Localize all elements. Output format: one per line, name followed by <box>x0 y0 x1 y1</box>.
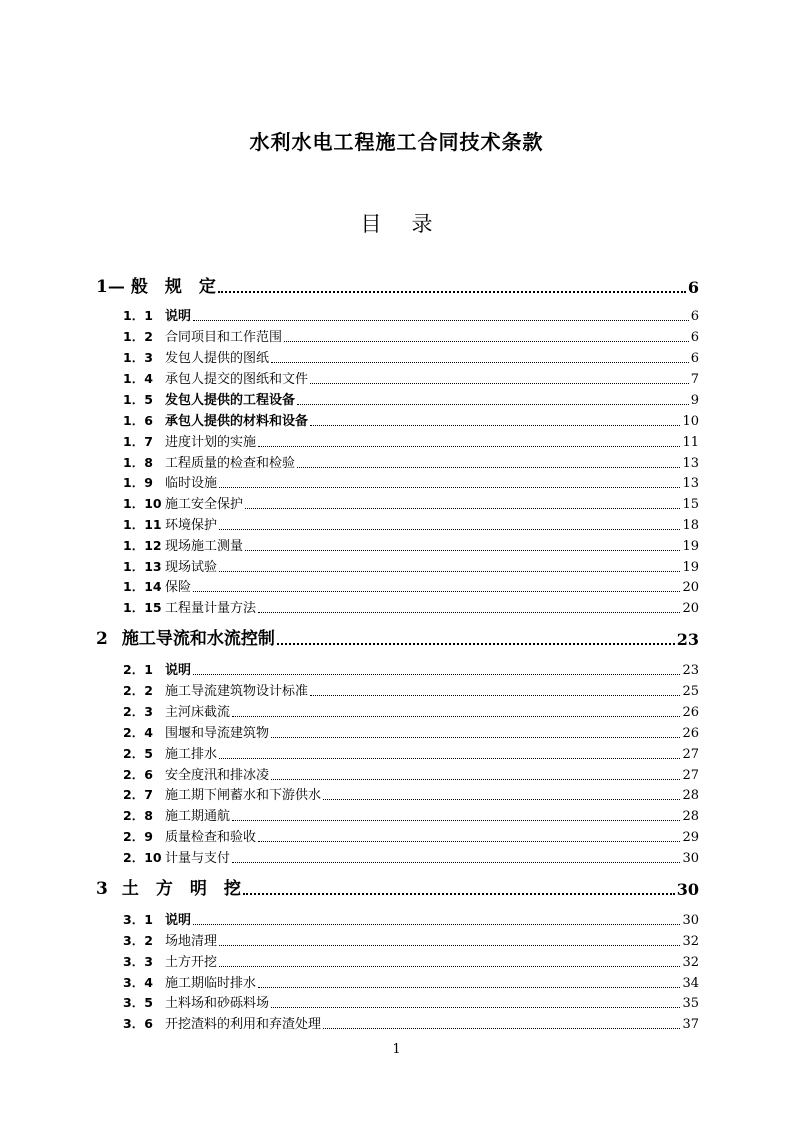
toc-entry[interactable] <box>96 847 699 866</box>
toc-page-number: 34 <box>682 976 699 991</box>
toc-page-number: 30 <box>682 851 699 866</box>
toc-entry-number: 1．13 <box>123 559 162 574</box>
toc-entry[interactable] <box>96 764 699 783</box>
toc-entry[interactable] <box>96 410 699 429</box>
toc-page-number: 28 <box>682 788 699 803</box>
toc-entry-number: 2．2 <box>123 683 153 698</box>
toc-page-number: 6 <box>690 330 699 345</box>
toc-entry-label: 质量检查和验收 <box>165 830 257 845</box>
toc-leader-dots <box>245 549 680 551</box>
toc-entry-number: 1．6 <box>123 413 153 428</box>
toc-entry[interactable] <box>96 992 699 1011</box>
toc-entry[interactable] <box>96 326 699 345</box>
toc-entry-number: 2．3 <box>123 704 153 719</box>
toc-entry[interactable] <box>96 680 699 699</box>
toc-entry[interactable] <box>96 535 699 554</box>
toc-entry[interactable] <box>96 1013 699 1032</box>
toc-entry-label: 说明 <box>165 913 192 928</box>
toc-entry-number: 3．4 <box>123 975 153 990</box>
toc-page-number: 26 <box>682 726 699 741</box>
toc-page-number: 23 <box>682 663 699 678</box>
toc-leader-dots <box>219 570 680 572</box>
toc-entry-number: 1．15 <box>123 600 162 615</box>
toc-page-number: 23 <box>676 630 699 649</box>
toc-page-number: 13 <box>682 456 699 471</box>
toc-entry-number: 1．11 <box>123 517 162 532</box>
toc-entry[interactable] <box>96 389 699 408</box>
toc-page-number: 29 <box>682 830 699 845</box>
toc-page-number: 13 <box>682 476 699 491</box>
toc-entry-label: 现场施工测量 <box>165 539 244 554</box>
toc-page-number: 27 <box>682 747 699 762</box>
toc-entry-number: 1．1 <box>123 308 153 323</box>
toc-entry-label: 工程量计量方法 <box>165 601 257 616</box>
toc-entry-label: 开挖渣料的利用和弃渣处理 <box>165 1017 322 1032</box>
toc-entry-number: 1．8 <box>123 455 153 470</box>
toc-leader-dots <box>323 1027 680 1029</box>
toc-entry-number: 3．6 <box>123 1016 153 1031</box>
toc-entry[interactable] <box>96 909 699 928</box>
toc-entry-label: 安全度汛和排冰凌 <box>165 768 270 783</box>
toc-entry-number: 2．7 <box>123 787 153 802</box>
toc-entry[interactable] <box>96 597 699 616</box>
toc-leader-dots <box>245 507 680 509</box>
toc-heading <box>0 208 793 238</box>
toc-entry-number: 1．3 <box>123 350 153 365</box>
toc-entry-label: 施工导流建筑物设计标准 <box>165 684 309 699</box>
toc-leader-dots <box>271 361 689 363</box>
toc-entry-label: 施工期通航 <box>165 809 231 824</box>
toc-leader-dots <box>271 736 680 738</box>
toc-page-number: 27 <box>682 768 699 783</box>
toc-leader-dots <box>243 892 675 895</box>
toc-entry-label: 合同项目和工作范围 <box>165 330 283 345</box>
toc-entry[interactable] <box>96 930 699 949</box>
toc-chapter[interactable] <box>96 272 699 297</box>
toc-entry-number: 2．6 <box>123 767 153 782</box>
toc-page-number: 11 <box>682 435 699 450</box>
toc-leader-dots <box>219 757 680 759</box>
toc-page-number: 19 <box>682 560 699 575</box>
toc-entry-number: 3 <box>96 879 108 899</box>
toc-entry-number: 3．2 <box>123 933 153 948</box>
toc-page-number: 7 <box>690 372 699 387</box>
toc-entry-label: 般 规 定 <box>130 277 216 297</box>
toc-heading-char-2: 录 <box>411 212 433 236</box>
toc-leader-dots <box>271 778 680 780</box>
toc-entry-label: 施工排水 <box>165 747 218 762</box>
toc-entry-number: 2．1 <box>123 662 153 677</box>
toc-entry-number: 1— <box>96 277 125 297</box>
toc-entry-number: 1．4 <box>123 371 153 386</box>
toc-entry[interactable] <box>96 659 699 678</box>
toc-entry-label: 施工期临时排水 <box>165 976 257 991</box>
toc-entry-label: 施工导流和水流控制 <box>121 629 275 649</box>
toc-page-number: 28 <box>682 809 699 824</box>
toc-entry-number: 3．1 <box>123 912 153 927</box>
toc-page-number: 19 <box>682 539 699 554</box>
toc-entry-number: 1．5 <box>123 392 153 407</box>
toc-entry-label: 施工安全保护 <box>165 497 244 512</box>
toc-leader-dots <box>193 673 680 675</box>
toc-entry-label: 土 方 明 挖 <box>121 879 241 899</box>
toc-leader-dots <box>310 694 680 696</box>
toc-leader-dots <box>271 1006 680 1008</box>
toc-entry[interactable] <box>96 972 699 991</box>
toc-entry[interactable] <box>96 556 699 575</box>
toc-entry[interactable] <box>96 722 699 741</box>
toc-leader-dots <box>284 340 689 342</box>
toc-entry-label: 计量与支付 <box>165 851 231 866</box>
toc-entry[interactable] <box>96 951 699 970</box>
toc-entry-number: 1．12 <box>123 538 162 553</box>
toc-page-number: 26 <box>682 705 699 720</box>
toc-leader-dots <box>219 486 680 488</box>
toc-entry-label: 承包人提供的材料和设备 <box>165 414 309 429</box>
toc-leader-dots <box>193 590 680 592</box>
toc-page-number: 25 <box>682 684 699 699</box>
toc-leader-dots <box>310 382 689 384</box>
toc-entry[interactable] <box>96 743 699 762</box>
toc-entry[interactable] <box>96 431 699 450</box>
toc-leader-dots <box>232 819 680 821</box>
toc-leader-dots <box>219 944 680 946</box>
toc-entry-number: 1．7 <box>123 434 153 449</box>
toc-page-number: 6 <box>687 278 699 297</box>
toc-entry-label: 工程质量的检查和检验 <box>165 456 296 471</box>
toc-page-number: 6 <box>690 309 699 324</box>
toc-entry-number: 1．9 <box>123 475 153 490</box>
toc-leader-dots <box>219 965 680 967</box>
toc-leader-dots <box>193 319 689 321</box>
toc-entry-label: 发包人提供的工程设备 <box>165 393 296 408</box>
toc-page-number: 32 <box>682 955 699 970</box>
toc-entry[interactable] <box>96 576 699 595</box>
toc-entry-label: 临时设施 <box>165 476 218 491</box>
toc-entry-label: 施工期下闸蓄水和下游供水 <box>165 788 322 803</box>
toc-entry-number: 3．5 <box>123 995 153 1010</box>
toc-leader-dots <box>277 642 675 645</box>
toc-page-number: 15 <box>682 497 699 512</box>
toc-leader-dots <box>258 840 680 842</box>
toc-page-number: 18 <box>682 518 699 533</box>
toc-entry-label: 现场试验 <box>165 560 218 575</box>
toc-entry-label: 主河床截流 <box>165 705 231 720</box>
toc-entry-number: 2．5 <box>123 746 153 761</box>
toc-entry[interactable] <box>96 805 699 824</box>
toc-entry-label: 说明 <box>165 309 192 324</box>
toc-page-number: 9 <box>690 393 699 408</box>
toc-page-number: 30 <box>676 880 699 899</box>
toc-entry[interactable] <box>96 472 699 491</box>
toc-entry-label: 场地清理 <box>165 934 218 949</box>
toc-entry-number: 2．10 <box>123 850 162 865</box>
toc-entry-label: 土料场和砂砾料场 <box>165 996 270 1011</box>
toc-heading-char-1: 目 <box>360 212 382 236</box>
toc-leader-dots <box>310 424 680 426</box>
toc-entry-label: 土方开挖 <box>165 955 218 970</box>
toc-page-number: 6 <box>690 351 699 366</box>
toc-leader-dots <box>218 290 686 293</box>
toc-page-number: 35 <box>682 996 699 1011</box>
toc-entry-label: 保险 <box>165 580 192 595</box>
toc-leader-dots <box>297 403 689 405</box>
toc-entry-number: 2．8 <box>123 808 153 823</box>
toc-entry[interactable] <box>96 826 699 845</box>
toc-leader-dots <box>258 445 680 447</box>
toc-page-number: 37 <box>682 1017 699 1032</box>
toc-leader-dots <box>232 861 680 863</box>
toc-entry[interactable] <box>96 493 699 512</box>
toc-entry-label: 发包人提供的图纸 <box>165 351 270 366</box>
toc-leader-dots <box>232 715 680 717</box>
toc-chapter[interactable] <box>96 874 699 899</box>
toc-entry-label: 说明 <box>165 663 192 678</box>
document-title: 水利水电工程施工合同技术条款 <box>249 130 544 154</box>
toc-leader-dots <box>258 611 680 613</box>
toc-entry-number: 2．4 <box>123 725 153 740</box>
toc-entry[interactable] <box>96 368 699 387</box>
page-number: 1 <box>392 1042 401 1057</box>
toc-leader-dots <box>323 798 680 800</box>
toc-page-number: 20 <box>682 601 699 616</box>
toc-entry-number: 1．2 <box>123 329 153 344</box>
toc-entry[interactable] <box>96 784 699 803</box>
toc-page-number: 30 <box>682 913 699 928</box>
toc-page-number: 20 <box>682 580 699 595</box>
toc-entry-number: 1．10 <box>123 496 162 511</box>
toc-entry-number: 1．14 <box>123 579 162 594</box>
toc-entry-label: 承包人提交的图纸和文件 <box>165 372 309 387</box>
toc-entry-number: 2．9 <box>123 829 153 844</box>
toc-leader-dots <box>258 986 680 988</box>
toc-page-number: 32 <box>682 934 699 949</box>
toc-entry[interactable] <box>96 701 699 720</box>
toc-leader-dots <box>297 466 680 468</box>
toc-entry[interactable] <box>96 305 699 324</box>
toc-entry[interactable] <box>96 452 699 471</box>
toc-entry-label: 进度计划的实施 <box>165 435 257 450</box>
toc-entry-label: 围堰和导流建筑物 <box>165 726 270 741</box>
toc-entry[interactable] <box>96 514 699 533</box>
toc-entry-number: 2 <box>96 629 108 649</box>
toc-entry-number: 3．3 <box>123 954 153 969</box>
toc-chapter[interactable] <box>96 624 699 649</box>
toc-page-number: 10 <box>682 414 699 429</box>
toc-entry-label: 环境保护 <box>165 518 218 533</box>
toc-entry[interactable] <box>96 347 699 366</box>
toc-leader-dots <box>193 923 680 925</box>
toc-leader-dots <box>219 528 680 530</box>
